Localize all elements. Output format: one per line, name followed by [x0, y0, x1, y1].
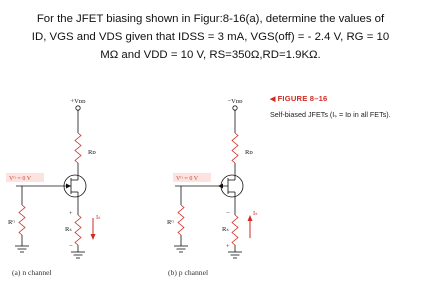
circuit-b-is-label: Iₛ: [253, 210, 258, 217]
circuit-a-rd-label: Rᴅ: [88, 149, 96, 156]
circuit-a-plus-sign: +: [69, 210, 73, 217]
figure-caption: [270, 94, 420, 119]
question-line-2: ID, VGS and VDS given that IDSS = 3 mA, VGS(off) = - 2.4 V, RG = 10: [31, 31, 390, 43]
circuit-a-rs-resistor: [75, 215, 81, 245]
circuit-a-supply-terminal: [76, 106, 80, 110]
question-line-3: MΩ and VDD = 10 V, RS=350Ω,RD=1.9KΩ.: [100, 49, 321, 61]
circuit-b-vg-label: Vᴳ = 0 V: [176, 176, 199, 182]
circuit-b-rd-resistor: [232, 133, 238, 163]
figure-number: FIGURE 8–16: [277, 94, 328, 103]
circuit-b-rg-resistor: [178, 205, 184, 235]
circuit-a-vg-label: Vᴳ = 0 V: [9, 176, 32, 182]
circuit-a-rg-label: Rᴳ: [8, 219, 16, 226]
question-line-1: For the JFET biasing shown in Figur:8-16(a), determine the values of: [36, 13, 385, 25]
caption-triangle-icon: ◀: [270, 96, 276, 103]
circuit-b-minus-sign: −: [226, 210, 230, 217]
circuit-b-rd-label: Rᴅ: [245, 149, 253, 156]
circuit-b-rs-resistor: [232, 215, 238, 245]
circuit-b-rg-label: Rᴳ: [167, 219, 175, 226]
circuit-a-rd-resistor: [75, 133, 81, 163]
circuit-a-supply-label: +Vᴅᴅ: [70, 98, 86, 105]
circuit-b-supply-label: −Vᴅᴅ: [227, 98, 243, 105]
panel-label-a: (a) n channel: [12, 268, 52, 277]
circuit-b-supply-terminal: [233, 106, 237, 110]
circuit-a-minus-sign: −: [69, 243, 73, 250]
circuit-a-rg-resistor: [19, 205, 25, 235]
panel-label-b: (b) p channel: [168, 268, 209, 277]
figure-label: [270, 94, 420, 103]
figure-caption-text: Self-biased JFETs (Iₛ = Iᴅ in all FETs).: [270, 110, 391, 119]
circuit-a-is-label: Iₛ: [96, 214, 101, 221]
circuit-b-rs-label: Rₛ: [222, 226, 229, 233]
circuit-a-rs-label: Rₛ: [65, 226, 72, 233]
circuit-b-plus-sign: +: [226, 243, 230, 250]
